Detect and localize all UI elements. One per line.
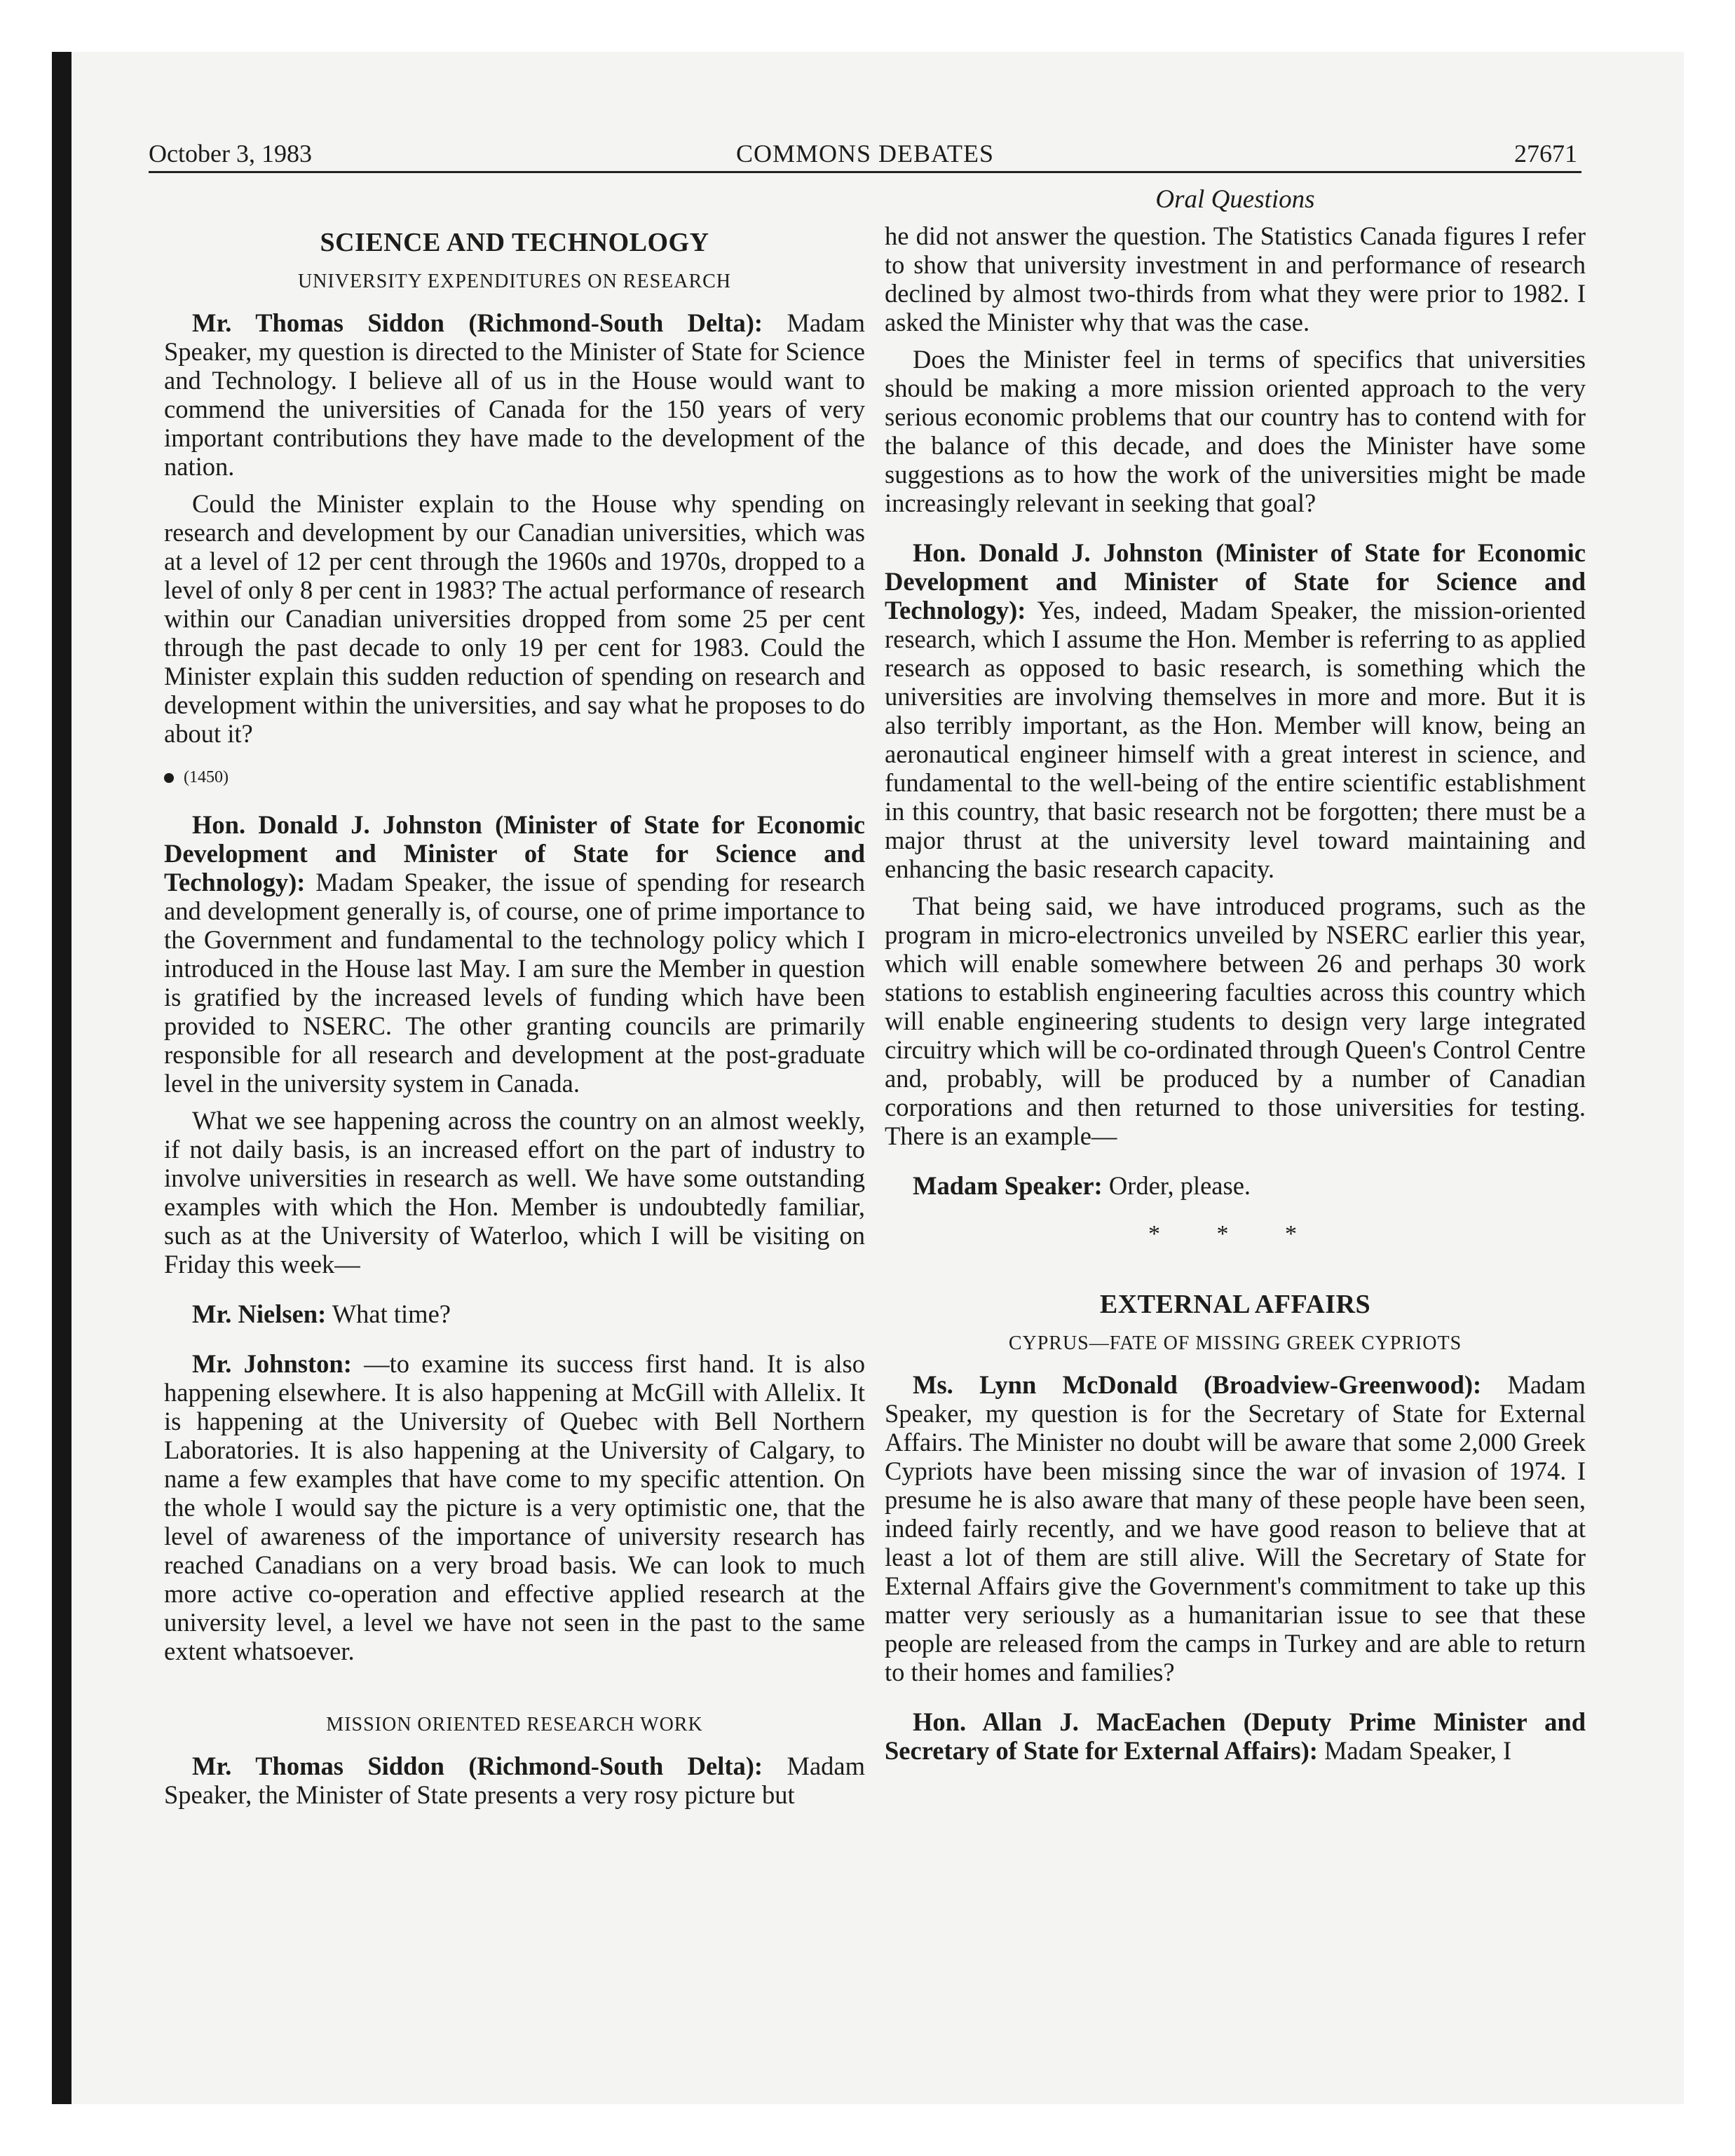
speaker-name: Hon. Allan J. MacEachen (Deputy Prime Minister and Secretary of State for External Affairs):: [885, 1707, 1586, 1765]
left-column: [164, 185, 865, 1817]
speech-madam-speaker: [885, 1171, 1586, 1200]
speech-text: Madam Speaker, my question is for the Secretary of State for External Affairs. The Minister no doubt will be aware that some 2,000 Greek Cypriots have been missing since the war of invasion of 1974. I presume he is also aware that many of these people have been seen, indeed fairly recently, and we have good reason to believe that at least a lot of them are still alive. Will the Secretary of State for External Affairs give the Government's commitment to take up this matter very seriously as a humanitarian issue to see that these people are released from the camps in Turkey and are able to return to their homes and families?: [885, 1370, 1586, 1686]
scan-border: [52, 52, 72, 2104]
time-marker-label: (1450): [184, 768, 229, 786]
running-head: Oral Questions: [1155, 185, 1315, 214]
speaker-name: Ms. Lynn McDonald (Broadview-Greenwood):: [913, 1370, 1482, 1399]
paragraph: What we see happening across the country on an almost weekly, if not daily basis, is an increased effort on the part of industry to involve universities in research as well. We have some outstanding examples with which the Hon. Member is undoubtedly familiar, such as at the University of Waterloo, which I will be visiting on Friday this week—: [164, 1106, 865, 1278]
speech-siddon-2: [164, 1752, 865, 1809]
paragraph: he did not answer the question. The Statistics Canada figures I refer to show that university investment in and performance of research declined by almost two-thirds from what they were prior to 1982. I asked the Minister why that was the case.: [885, 221, 1586, 336]
speech-maceachen: [885, 1707, 1586, 1765]
speech-text: Madam Speaker, the Minister of State presents a very rosy picture but: [164, 1752, 865, 1809]
section-separator: * * *: [1148, 1221, 1322, 1247]
right-column: [885, 185, 1586, 1773]
paragraph: Could the Minister explain to the House why spending on research and development by our Canadian universities, which was at a level of 12 per cent through the 1960s and 1970s, dropped to a level of only 8 per cent in 1983? The actual performance of research within our Canadian universities dropped from some 25 per cent through the past decade to only 19 per cent for 1983. Could the Minister explain this sudden reduction of spending on research and development within the universities, and say what he proposes to do about it?: [164, 489, 865, 748]
speaker-name: Mr. Thomas Siddon (Richmond-South Delta):: [192, 1752, 763, 1780]
header-publication: COMMONS DEBATES: [735, 139, 995, 168]
speech-johnston-3: [885, 538, 1586, 883]
speech-siddon-1: [164, 308, 865, 481]
speech-johnston-1: [164, 810, 865, 1098]
page-header: [149, 137, 1581, 173]
header-page-number: 27671: [1514, 139, 1577, 168]
speech-text: What time?: [326, 1299, 451, 1328]
bullet-icon: [164, 773, 174, 783]
speech-text: Order, please.: [1102, 1171, 1251, 1200]
time-marker: [164, 763, 865, 792]
speech-text: Madam Speaker, the issue of spending for research and development generally is, of course, one of prime importance to the Government and fundamental to the technology policy which I introduced in the House last May. I am sure the Member in question is gratified by the increased levels of funding which have been provided to NSERC. The other granting councils are primarily responsible for all research and development at the post-graduate level in the university system in Canada.: [164, 868, 865, 1098]
speech-nielsen: [164, 1299, 865, 1328]
speech-text: Madam Speaker, I: [1317, 1736, 1512, 1765]
speaker-name: Mr. Thomas Siddon (Richmond-South Delta):: [192, 308, 763, 337]
subhead-mission-oriented: MISSION ORIENTED RESEARCH WORK: [326, 1714, 703, 1735]
subhead-university-expenditures: UNIVERSITY EXPENDITURES ON RESEARCH: [297, 271, 732, 292]
section-title-science: SCIENCE AND TECHNOLOGY: [320, 228, 709, 257]
paragraph: That being said, we have introduced programs, such as the program in micro-electronics unveiled by NSERC earlier this year, which will enable somewhere between 26 and perhaps 30 work stations to establish engineering faculties across this country which will enable engineering students to design very large integrated circuitry which will be co-ordinated through Queen's Control Centre and, probably, will be produced by a number of Canadian corporations and then returned to those universities for testing. There is an example—: [885, 892, 1586, 1150]
speaker-name: Mr. Nielsen:: [192, 1299, 327, 1328]
speaker-name: Hon. Donald J. Johnston (Minister of State for Economic Development and Minister of State for Science and Technology):: [885, 538, 1586, 625]
speech-text: Madam Speaker, my question is directed to the Minister of State for Science and Technology. I believe all of us in the House would want to commend the universities of Canada for the 150 years of very important contributions they have made to the development of the nation.: [164, 308, 865, 481]
speech-text: Yes, indeed, Madam Speaker, the mission-oriented research, which I assume the Hon. Member is referring to as applied research as opposed to basic research, is something which the universities are involving themselves in more and more. But it is also terribly important, as the Hon. Member will know, being an aeronautical engineer himself with a great interest in science, and fundamental to the well-being of the entire scientific establishment in this country, that basic research not be forgotten; there must be a major thrust at the university level toward maintaining and enhancing the basic research capacity.: [885, 596, 1586, 883]
speaker-name: Mr. Johnston:: [192, 1349, 352, 1378]
header-date: October 3, 1983: [149, 139, 312, 168]
subhead-cyprus: CYPRUS—FATE OF MISSING GREEK CYPRIOTS: [1008, 1332, 1462, 1354]
speaker-name: Hon. Donald J. Johnston (Minister of State for Economic Development and Minister of State for Science and Technology):: [164, 810, 865, 896]
paragraph: Does the Minister feel in terms of specifics that universities should be making a more mission oriented approach to the very serious economic problems that our country has to contend with for the balance of this decade, and does the Minister have some suggestions as to how the work of the universities might be made increasingly relevant in seeking that goal?: [885, 345, 1586, 517]
speech-mcdonald: [885, 1370, 1586, 1686]
speech-johnston-2: [164, 1349, 865, 1665]
section-title-external-affairs: EXTERNAL AFFAIRS: [1099, 1290, 1371, 1319]
speech-text: —to examine its success first hand. It is also happening elsewhere. It is also happening at McGill with Allelix. It is happening at the University of Quebec with Bell Northern Laboratories. It is also happening at the University of Calgary, to name a few examples that have come to my specific attention. On the whole I would say the picture is a very optimistic one, that the level of awareness of the importance of university research has reached Canadians on a very broad basis. We can look to much more active co-operation and effective applied research at the university level, a level we have not seen in the past to the same extent whatsoever.: [164, 1349, 865, 1665]
speaker-name: Madam Speaker:: [913, 1171, 1103, 1200]
